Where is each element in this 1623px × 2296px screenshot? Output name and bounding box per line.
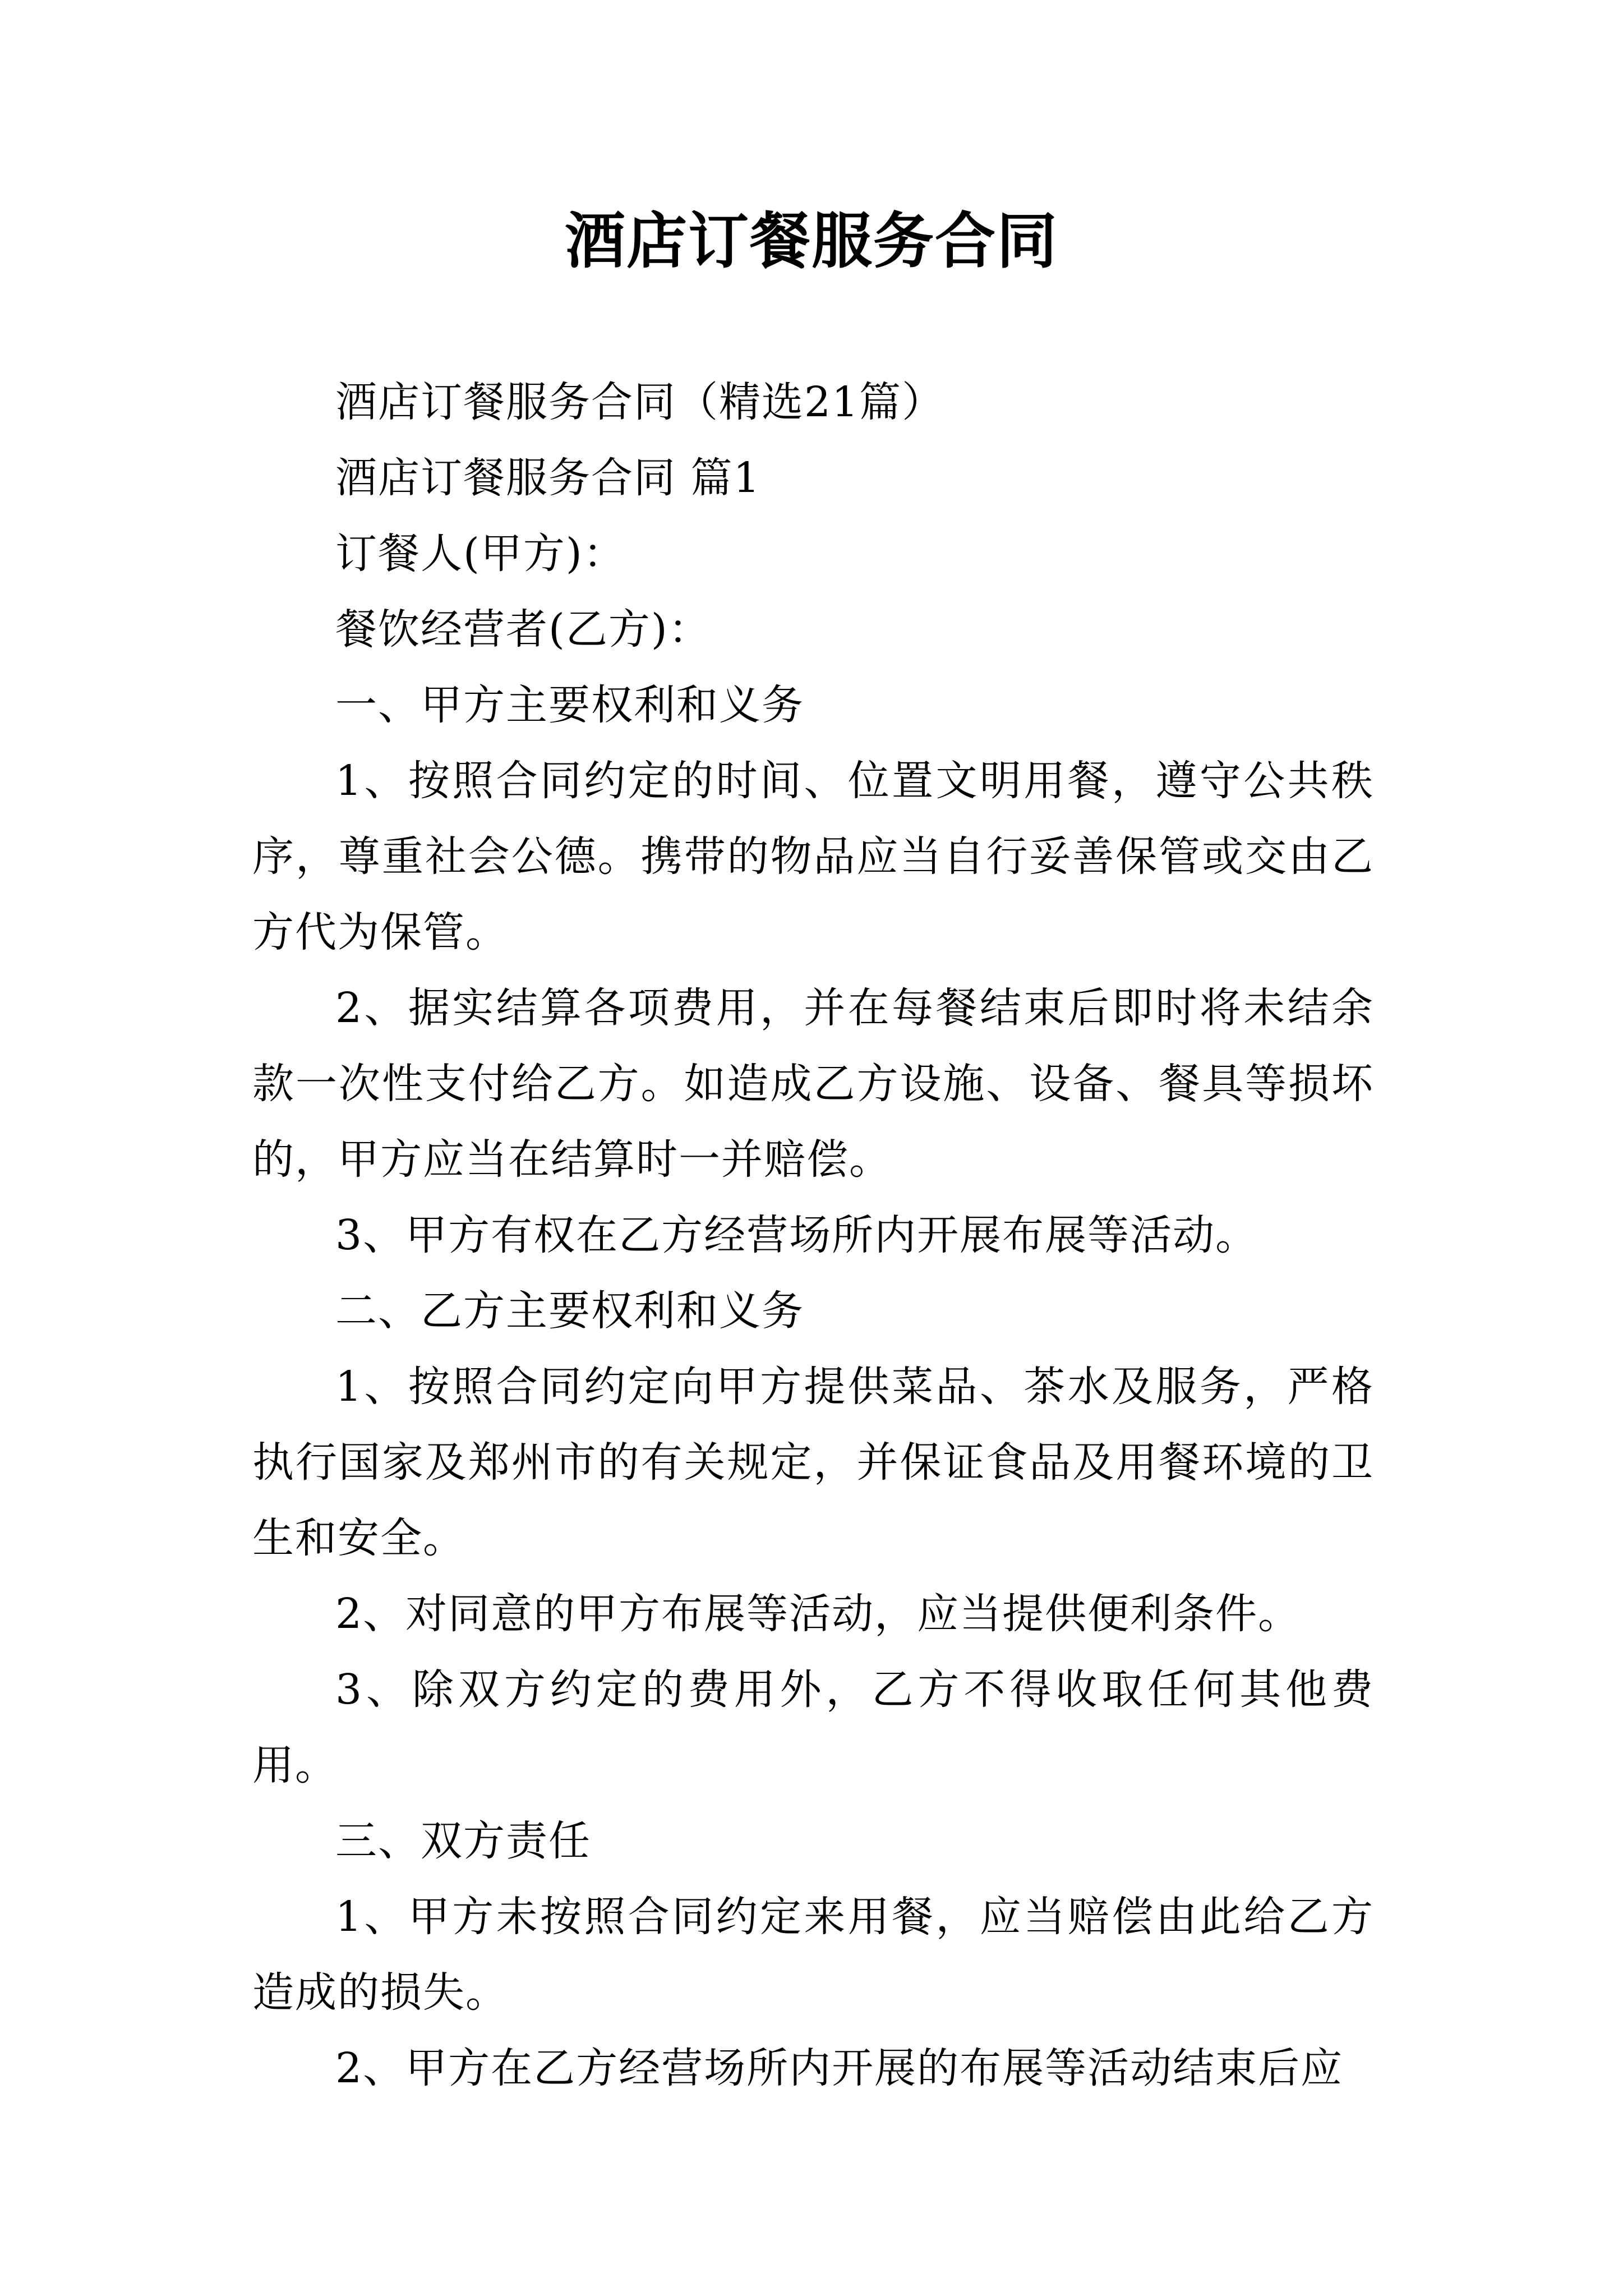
clause-a-1: 1、按照合同约定的时间、位置文明用餐，遵守公共秩序，尊重社会公德。携带的物品应当自行妥善保管或交由乙方代为保管。: [252, 757, 1374, 956]
clause-c-2: 2、甲方在乙方经营场所内开展的布展等活动结束后应: [335, 2044, 1344, 2092]
section-heading-party-b-rights: 二、乙方主要权利和义务: [335, 1287, 804, 1335]
paragraph-party-b: 餐饮经营者(乙方)：: [335, 605, 711, 654]
section-heading-responsibilities: 三、双方责任: [335, 1817, 591, 1865]
section-heading-party-a-rights: 一、甲方主要权利和义务: [335, 681, 804, 729]
document-title: 酒店订餐服务合同: [564, 206, 1058, 277]
clause-c-1: 1、甲方未按照合同约定来用餐，应当赔偿由此给乙方造成的损失。: [252, 1893, 1374, 2017]
paragraph-collection-title: 酒店订餐服务合同（精选21篇）: [335, 378, 945, 426]
clause-b-1: 1、按照合同约定向甲方提供菜品、茶水及服务，严格执行国家及郑州市的有关规定，并保证食品及用餐环境的卫生和安全。: [252, 1363, 1374, 1562]
clause-b-3: 3、除双方约定的费用外，乙方不得收取任何其他费用。: [252, 1665, 1374, 1789]
paragraph-article-heading: 酒店订餐服务合同 篇1: [335, 454, 761, 502]
paragraph-party-a: 订餐人(甲方)：: [335, 530, 626, 578]
clause-a-2: 2、据实结算各项费用，并在每餐结束后即时将未结余款一次性支付给乙方。如造成乙方设施、设备、餐具等损坏的，甲方应当在结算时一并赔偿。: [252, 984, 1374, 1184]
document-body: [252, 365, 1374, 2106]
clause-a-3: 3、甲方有权在乙方经营场所内开展布展等活动。: [335, 1211, 1258, 1259]
clause-b-2: 2、对同意的甲方布展等活动，应当提供便利条件。: [335, 1590, 1301, 1638]
